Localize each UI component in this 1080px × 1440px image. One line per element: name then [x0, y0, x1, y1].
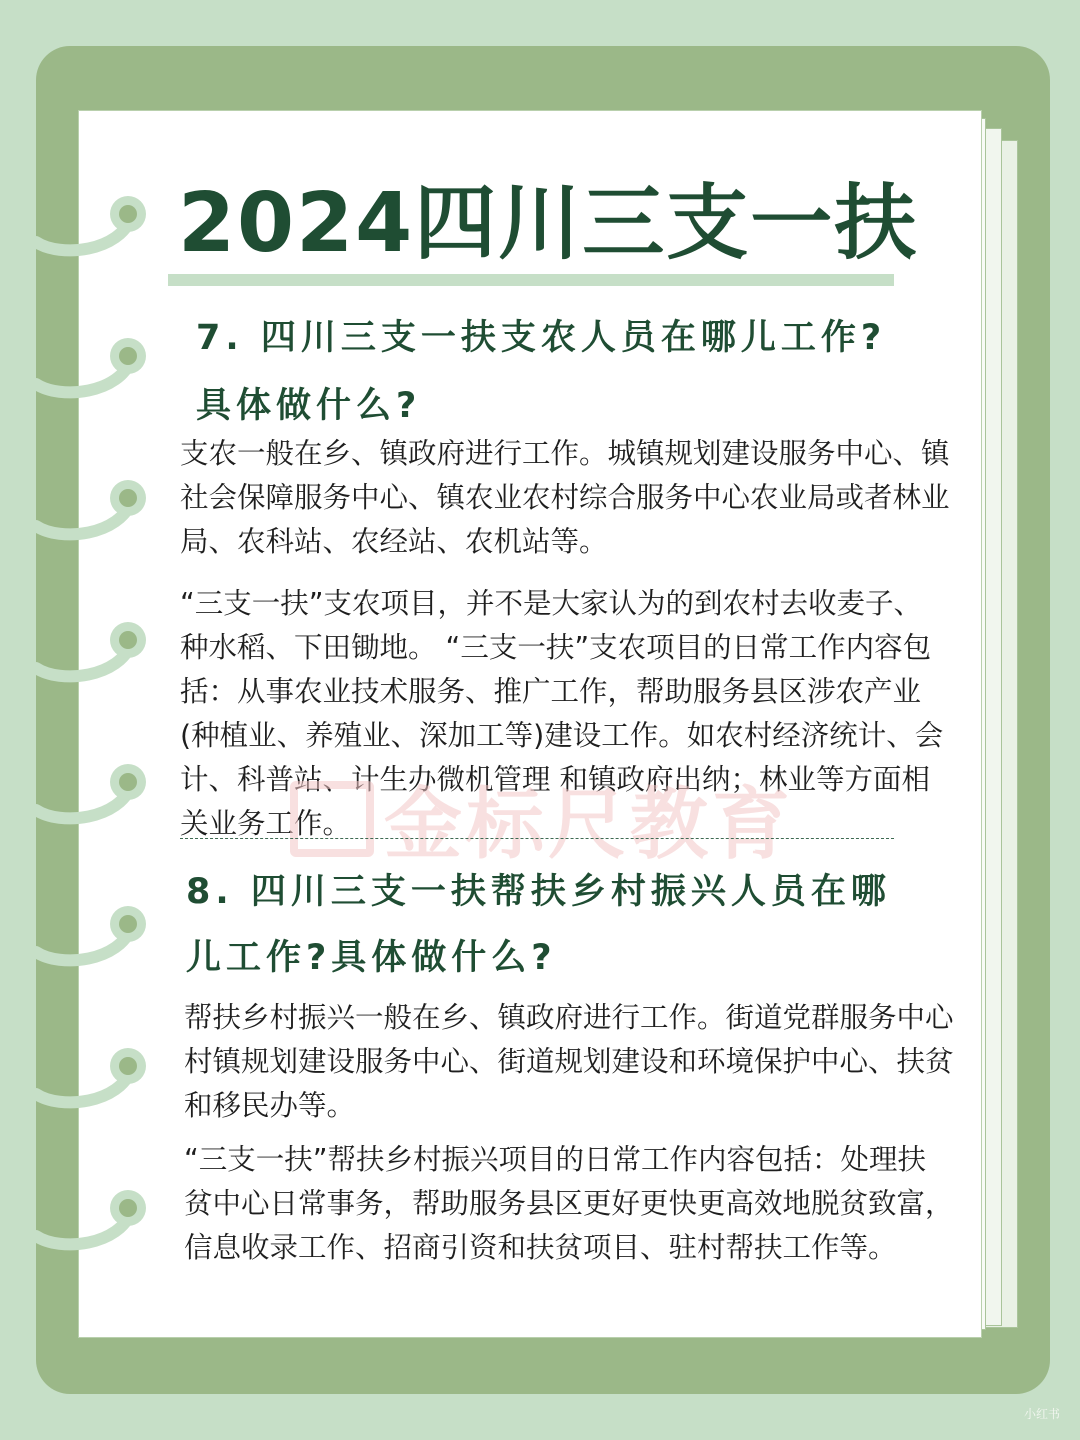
watermark-text: 金标尺教育	[384, 780, 795, 870]
section-8-heading-line1: 8. 四川三支一扶帮扶乡村振兴人员在哪	[186, 872, 891, 912]
binder-ring-icon	[20, 196, 140, 256]
binder-ring-icon	[20, 622, 140, 682]
logo-icon	[290, 781, 374, 857]
corner-watermark: 小红书	[1023, 1407, 1060, 1421]
binder-ring-icon	[20, 480, 140, 540]
section-7-paragraph-2: “三支一扶”支农项目，并不是大家认为的到农村去收麦子、种水稻、下田锄地。 “三支一扶”支农项目的日常工作内容包括：从事农业技术服务、推广工作，帮助服务县区涉农产业 (种植业、养殖业、深加工等)建设工作。如农村经济统计、会计、科普站、计生办微机管理 和镇政府出纳；林业等方面相关业务工作。	[180, 587, 944, 840]
section-7-paragraph-1: 支农一般在乡、镇政府进行工作。城镇规划建设服务中心、镇社会保障服务中心、镇农业农村综合服务中心农业局或者林业局、农科站、农经站、农机站等。	[180, 437, 950, 558]
section-8-heading-line2: 儿工作?具体做什么?	[186, 938, 557, 978]
binder-ring-icon	[20, 764, 140, 824]
page-title: 2024四川三支一扶	[178, 176, 919, 271]
title-underline	[168, 274, 894, 286]
binder-ring-icon	[20, 1190, 140, 1250]
section-divider	[180, 838, 894, 839]
section-8-paragraph-2: “三支一扶”帮扶乡村振兴项目的日常工作内容包括：处理扶贫中心日常事务，帮助服务县区更好更快更高效地脱贫致富，信息收录工作、招商引资和扶贫项目、驻村帮扶工作等。	[184, 1143, 954, 1264]
section-7-heading-line2: 具体做什么?	[196, 386, 422, 426]
section-8-paragraph-1: 帮扶乡村振兴一般在乡、镇政府进行工作。街道党群服务中心村镇规划建设服务中心、街道规划建设和环境保护中心、扶贫和移民办等。	[184, 1001, 954, 1122]
binder-ring-icon	[20, 338, 140, 398]
section-7-heading-line1: 7. 四川三支一扶支农人员在哪儿工作?	[196, 318, 887, 358]
binder-ring-icon	[20, 906, 140, 966]
binder-ring-icon	[20, 1048, 140, 1108]
watermark	[290, 780, 850, 870]
